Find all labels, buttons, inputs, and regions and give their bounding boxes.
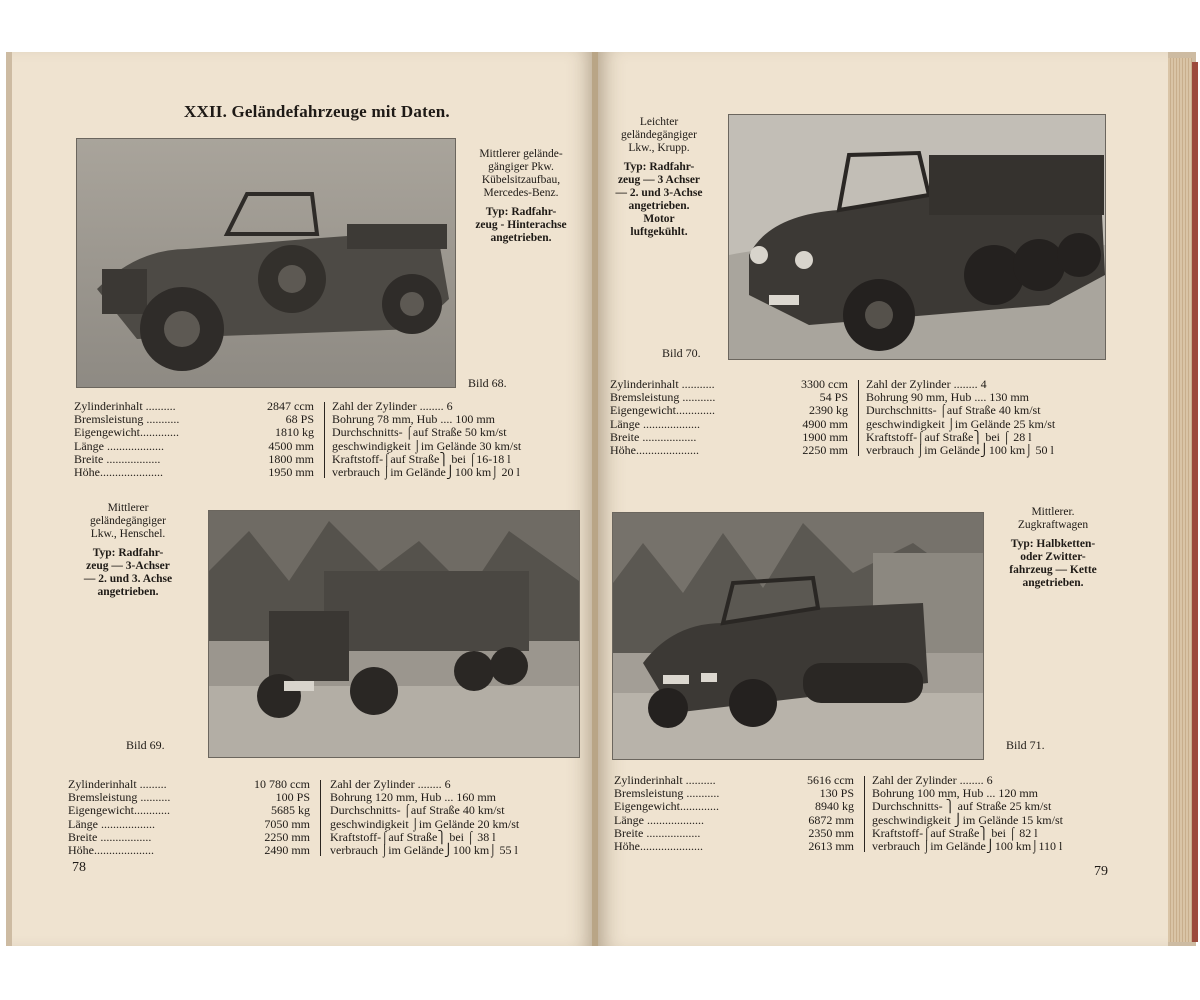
- spec-line: Bohrung 78 mm, Hub .... 100 mm: [332, 412, 496, 427]
- specs-bild-71: [614, 774, 1134, 854]
- specs-divider: [320, 780, 321, 856]
- specs-left-col: [614, 774, 854, 853]
- type-line: angetrieben.: [97, 586, 159, 598]
- figure-label-70: Bild 70.: [662, 346, 701, 360]
- specs-bild-68: [74, 400, 574, 480]
- photo-bild-68: [76, 138, 456, 388]
- spec-row: Höhe..................... 2250 mm: [610, 443, 848, 458]
- type-line: oder Zwitter-: [1020, 551, 1086, 563]
- type-line: — 2. und 3-Achse: [615, 187, 703, 199]
- caption-line: Mittlerer.: [1031, 506, 1075, 518]
- specs-bild-70: [610, 378, 1110, 458]
- type-line: — 2. und 3. Achse: [83, 573, 173, 585]
- spec-row: Breite .................. 2350 mm: [614, 825, 854, 840]
- specs-divider: [858, 380, 859, 456]
- type-line: angetrieben.: [628, 200, 690, 212]
- caption-line: Mercedes-Benz.: [483, 187, 559, 199]
- caption-line: geländegängiger: [90, 515, 166, 527]
- spec-line: Durchschnitts- ⌠auf Straße 40 km/st: [866, 403, 1041, 418]
- caption-line: Lkw., Krupp.: [628, 142, 690, 154]
- spec-row: Breite ................. 2250 mm: [68, 829, 310, 844]
- spec-line: Kraftstoff-⌠auf Straße⎫ bei ⌠ 82 l: [872, 825, 1038, 840]
- spec-line: Kraftstoff-⌠auf Straße⎫ bei ⌠ 38 l: [330, 829, 496, 844]
- vehicle-type: [600, 161, 718, 239]
- caption-bild-69: [68, 502, 188, 599]
- spec-line: verbrauch ⌡im Gelände⎭100 km⌡110 l: [872, 839, 1063, 854]
- page-right: [598, 52, 1168, 946]
- spec-line: verbrauch ⌡im Gelände⎭100 km⌡ 50 l: [866, 443, 1054, 458]
- figure-label-69: Bild 69.: [126, 738, 165, 752]
- specs-right-col: [330, 778, 519, 857]
- spec-row: Länge .................. 7050 mm: [68, 816, 310, 831]
- type-line: zeug - Hinterachse: [475, 219, 567, 231]
- caption-line: Mittlerer gelände-: [479, 148, 563, 160]
- cover-edge: [1192, 62, 1198, 942]
- spec-row: Eigengewicht............ 5685 kg: [68, 803, 310, 818]
- specs-divider: [324, 402, 325, 478]
- spec-line: Kraftstoff-⌠auf Straße⎫ bei ⌠ 28 l: [866, 429, 1032, 444]
- type-line: angetrieben.: [490, 232, 552, 244]
- spec-line: geschwindigkeit ⎭im Gelände 15 km/st: [872, 812, 1063, 827]
- figure-label-71: Bild 71.: [1006, 738, 1045, 752]
- page-left: [12, 52, 594, 946]
- caption-bild-70: [600, 116, 718, 239]
- type-line: Typ: Radfahr-: [92, 547, 164, 559]
- spec-line: Zahl der Zylinder ........ 6: [332, 399, 453, 413]
- photo-bild-71: [612, 512, 984, 760]
- spec-row: Breite .................. 1900 mm: [610, 429, 848, 444]
- type-line: zeug — 3 Achser: [617, 174, 701, 186]
- spec-row: Zylinderinhalt ......... 10 780 ccm: [68, 777, 310, 791]
- specs-left-col: [74, 400, 314, 479]
- spec-line: verbrauch ⌡im Gelände⎭100 km⌡ 55 l: [330, 843, 518, 858]
- section-title: XXII. Geländefahrzeuge mit Daten.: [184, 102, 450, 121]
- figure-label-68: Bild 68.: [468, 376, 507, 390]
- spec-row: Eigengewicht............. 2390 kg: [610, 403, 848, 418]
- spec-line: Bohrung 100 mm, Hub ... 120 mm: [872, 786, 1039, 801]
- spec-line: Durchschnitts- ⌠auf Straße 40 km/st: [330, 803, 505, 818]
- vehicle-type: [462, 206, 580, 245]
- spec-line: geschwindigkeit ⌡im Gelände 30 km/st: [332, 438, 522, 453]
- type-line: luftgekühlt.: [630, 226, 688, 238]
- specs-right-col: [872, 774, 1063, 853]
- spec-line: Zahl der Zylinder ........ 6: [330, 777, 451, 791]
- caption-bild-71: [994, 506, 1112, 590]
- caption-bild-68: [462, 148, 580, 245]
- spec-row: Höhe..................... 1950 mm: [74, 465, 314, 480]
- specs-bild-69: [68, 778, 578, 858]
- specs-right-col: [332, 400, 521, 479]
- type-line: angetrieben.: [1022, 577, 1084, 589]
- spec-line: Kraftstoff-⌠auf Straße⎫ bei ⌠16-18 l: [332, 451, 511, 466]
- spec-line: geschwindigkeit ⌡im Gelände 25 km/st: [866, 416, 1056, 431]
- vehicle-type: [994, 538, 1112, 590]
- spec-row: Zylinderinhalt ........... 3300 ccm: [610, 377, 848, 391]
- spec-line: geschwindigkeit ⌡im Gelände 20 km/st: [330, 816, 520, 831]
- open-book: [6, 52, 1196, 946]
- type-line: zeug — 3-Achser: [86, 560, 170, 572]
- type-line: Motor: [643, 213, 675, 225]
- spec-row: Breite .................. 1800 mm: [74, 451, 314, 466]
- spec-row: Eigengewicht............. 8940 kg: [614, 799, 854, 814]
- caption-line: Lkw., Henschel.: [90, 528, 166, 540]
- spec-row: Länge ................... 6872 mm: [614, 812, 854, 827]
- spec-line: Durchschnitts- ⌠auf Straße 50 km/st: [332, 425, 507, 440]
- specs-left-col: [68, 778, 310, 857]
- type-line: Typ: Radfahr-: [623, 161, 695, 173]
- specs-left-col: [610, 378, 848, 457]
- spec-line: Bohrung 120 mm, Hub ... 160 mm: [330, 790, 497, 805]
- spec-row: Zylinderinhalt .......... 2847 ccm: [74, 399, 314, 413]
- spec-line: Zahl der Zylinder ........ 4: [866, 377, 987, 391]
- spec-row: Bremsleistung ........... 130 PS: [614, 786, 854, 801]
- spec-row: Höhe..................... 2613 mm: [614, 839, 854, 854]
- spec-row: Länge ................... 4500 mm: [74, 438, 314, 453]
- spec-row: Bremsleistung ........... 54 PS: [610, 390, 848, 405]
- specs-divider: [864, 776, 865, 852]
- page-number-left: 78: [72, 860, 86, 875]
- vehicle-type: [68, 547, 188, 599]
- photo-bild-69: [208, 510, 580, 758]
- page-number-right: 79: [1094, 864, 1108, 879]
- specs-right-col: [866, 378, 1055, 457]
- spec-row: Höhe.................... 2490 mm: [68, 843, 310, 858]
- type-line: fahrzeug — Kette: [1009, 564, 1097, 576]
- spec-row: Eigengewicht............. 1810 kg: [74, 425, 314, 440]
- caption-line: Kübelsitzaufbau,: [481, 174, 561, 186]
- spec-row: Länge ................... 4900 mm: [610, 416, 848, 431]
- type-line: Typ: Halbketten-: [1010, 538, 1096, 550]
- photo-bild-70: [728, 114, 1106, 360]
- spec-row: Bremsleistung ........... 68 PS: [74, 412, 314, 427]
- spec-line: verbrauch ⌡im Gelände⎭100 km⌡ 20 l: [332, 465, 520, 480]
- spec-line: Durchschnitts- ⎫ auf Straße 25 km/st: [872, 799, 1052, 814]
- caption-line: gängiger Pkw.: [488, 161, 554, 173]
- caption-line: Zugkraftwagen: [1017, 519, 1089, 531]
- spec-row: Bremsleistung .......... 100 PS: [68, 790, 310, 805]
- caption-line: geländegängiger: [621, 129, 697, 141]
- spec-line: Zahl der Zylinder ........ 6: [872, 773, 993, 787]
- caption-line: Leichter: [639, 116, 679, 128]
- page-edges: [1168, 58, 1192, 942]
- caption-line: Mittlerer: [107, 502, 149, 514]
- type-line: Typ: Radfahr-: [485, 206, 557, 218]
- spec-row: Zylinderinhalt .......... 5616 ccm: [614, 773, 854, 787]
- spec-line: Bohrung 90 mm, Hub .... 130 mm: [866, 390, 1030, 405]
